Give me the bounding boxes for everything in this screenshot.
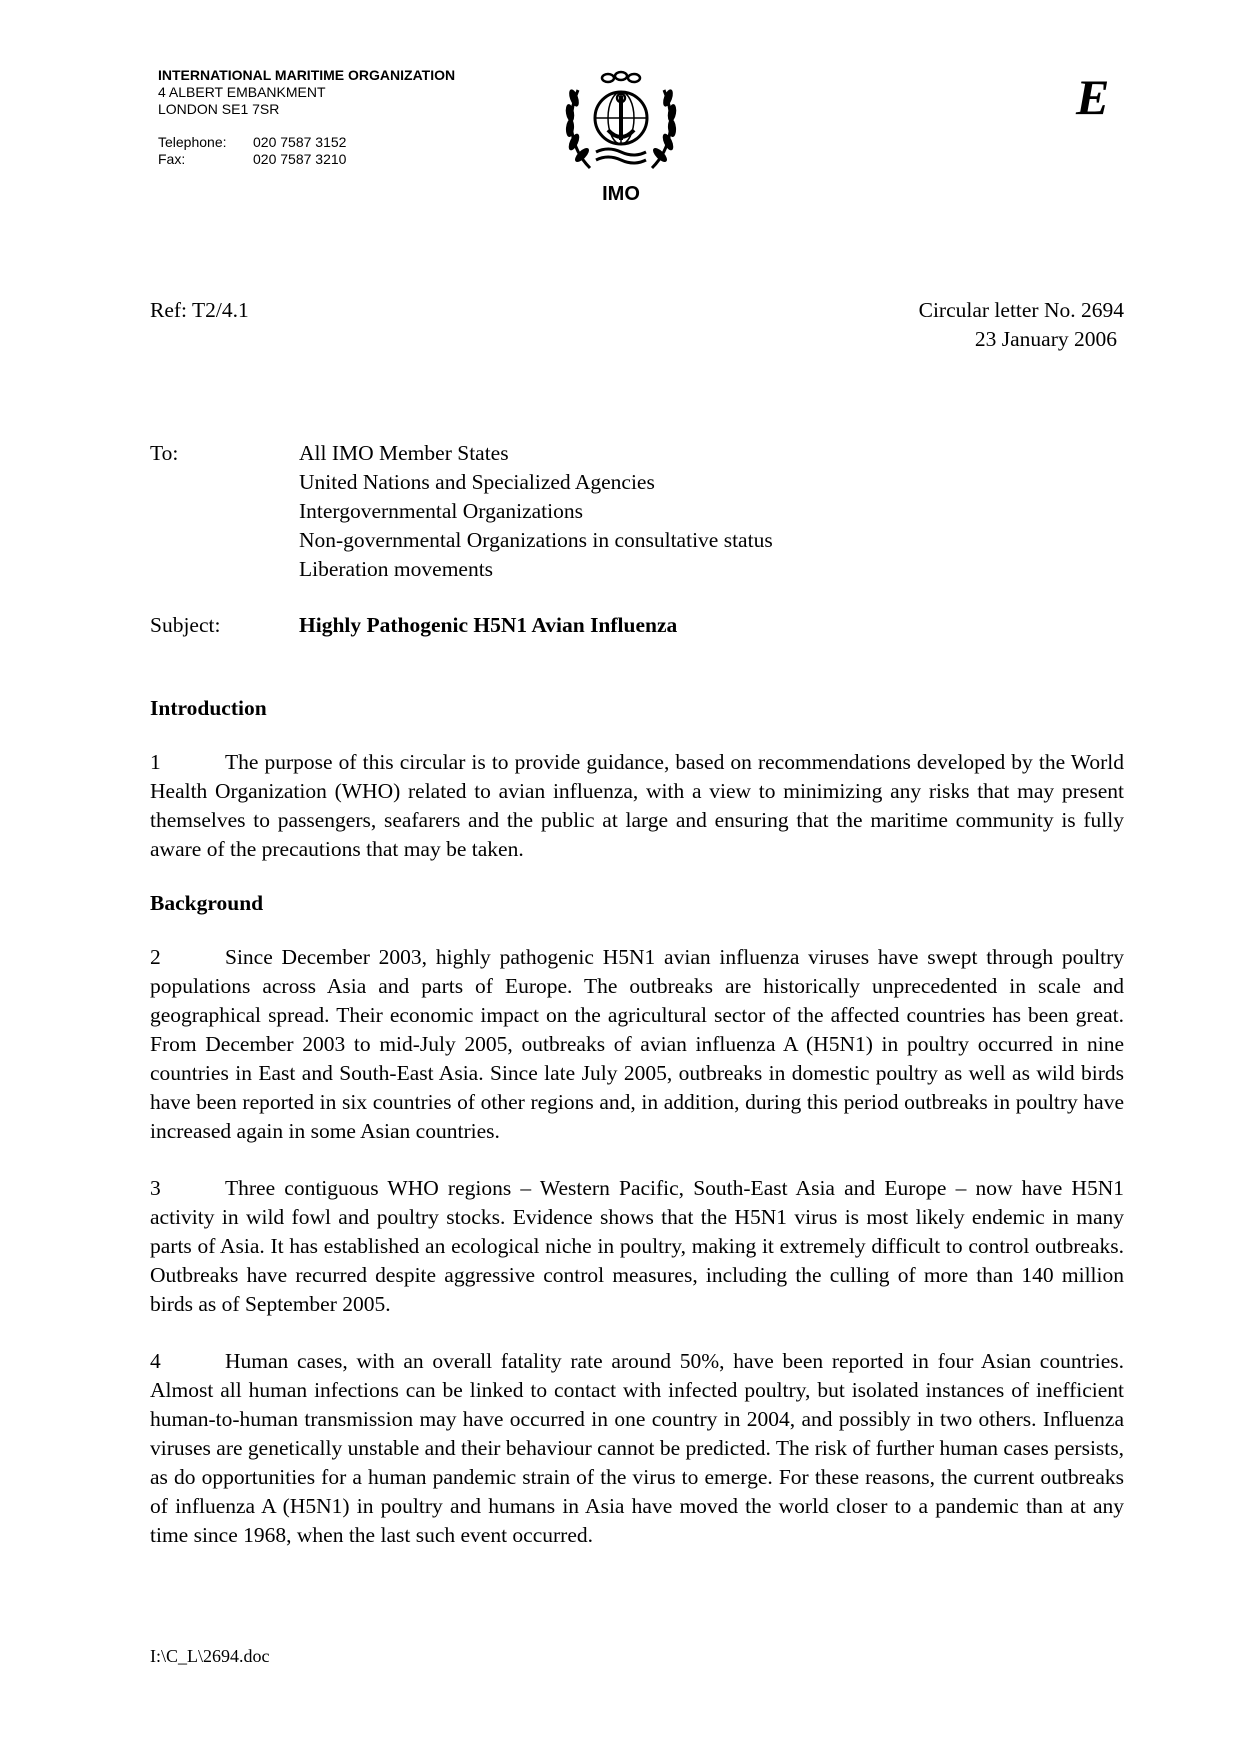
section-heading-background: Background xyxy=(150,891,264,915)
section-heading-introduction: Introduction xyxy=(150,696,267,720)
address-line: 4 ALBERT EMBANKMENT xyxy=(158,84,326,100)
recipient-item: All IMO Member States xyxy=(299,441,509,465)
recipients-list xyxy=(299,439,773,584)
paragraph-1 xyxy=(150,748,1124,864)
contact-info xyxy=(158,134,455,168)
paragraph-text: The purpose of this circular is to provide guidance, based on recommendations developed by the World Health Organization (WHO) related to avian influenza, with a view to minimizing any risks that may present themselves to passengers, seafarers and the public at large and ensuring that the maritime community is fully aware of the precautions that may be taken. xyxy=(150,750,1124,861)
paragraph-3 xyxy=(150,1174,1124,1319)
subject-block xyxy=(150,611,677,640)
circular-number: Circular letter No. 2694 xyxy=(918,298,1124,322)
recipient-item: Liberation movements xyxy=(299,557,494,581)
paragraph-4 xyxy=(150,1347,1124,1550)
telephone-label: Telephone: xyxy=(158,134,227,150)
recipient-item: Intergovernmental Organizations xyxy=(299,499,583,523)
reference-number: Ref: T2/4.1 xyxy=(150,298,249,322)
recipient-item: United Nations and Specialized Agencies xyxy=(299,470,655,494)
paragraph-number: 2 xyxy=(150,945,161,969)
paragraph-2 xyxy=(150,943,1124,1146)
paragraph-text: Human cases, with an overall fatality rate around 50%, have been reported in four Asian countries. Almost all human infections can be linked to contact with infected poultry, but isolated instances of inefficient human-to-human transmission may have occurred in one country in 2004, and possibly in two others. Influenza viruses are genetically unstable and their behaviour cannot be predicted. The risk of further human cases persists, as do opportunities for a human pandemic strain of the virus to emerge. For these reasons, the current outbreaks of influenza A (H5N1) in poultry and humans in Asia have moved the world closer to a pandemic than at any time since 1968, when the last such event occurred. xyxy=(150,1349,1124,1547)
subject-value: Highly Pathogenic H5N1 Avian Influenza xyxy=(299,613,678,637)
subject-label: Subject: xyxy=(150,613,221,637)
recipient-item: Non-governmental Organizations in consultative status xyxy=(299,528,773,552)
recipients-block xyxy=(150,439,773,584)
paragraph-number: 1 xyxy=(150,750,161,774)
circular-info xyxy=(919,296,1124,354)
address-line: LONDON SE1 7SR xyxy=(158,101,280,117)
telephone-value: 020 7587 3152 xyxy=(253,134,347,150)
paragraph-number: 3 xyxy=(150,1176,161,1200)
fax-value: 020 7587 3210 xyxy=(253,151,347,167)
org-name: INTERNATIONAL MARITIME ORGANIZATION xyxy=(158,67,456,83)
document-body xyxy=(150,694,1124,1550)
paragraph-number: 4 xyxy=(150,1349,161,1373)
to-label: To: xyxy=(150,441,179,465)
fax-label: Fax: xyxy=(158,151,186,167)
letterhead-address xyxy=(158,67,455,168)
paragraph-text: Since December 2003, highly pathogenic H5N1 avian influenza viruses have swept through poultry populations across Asia and parts of Europe. The outbreaks are historically unprecedented in scale and geographical spread. Their economic impact on the agricultural sector of the affected countries has been great. From December 2003 to mid-July 2005, outbreaks of avian influenza A (H5N1) in poultry occurred in nine countries in East and South-East Asia. Since late July 2005, outbreaks in domestic poultry as well as wild birds have been reported in six countries of other regions and, in addition, during this period outbreaks in poultry have increased again in some Asian countries. xyxy=(150,945,1124,1143)
paragraph-text: Three contiguous WHO regions – Western Pacific, South-East Asia and Europe – now have H5N1 activity in wild fowl and poultry stocks. Evidence shows that the H5N1 virus is most likely endemic in many parts of Asia. It has established an ecological niche in poultry, making it extremely difficult to control outbreaks. Outbreaks have recurred despite aggressive control measures, including the culling of more than 140 million birds as of September 2005. xyxy=(150,1176,1124,1316)
file-path-footer: I:\C_L\2694.doc xyxy=(150,1646,270,1666)
language-mark: E xyxy=(1076,69,1110,125)
logo-text: IMO xyxy=(602,183,640,205)
imo-emblem-icon xyxy=(560,68,682,178)
circular-date: 23 January 2006 xyxy=(974,327,1117,351)
